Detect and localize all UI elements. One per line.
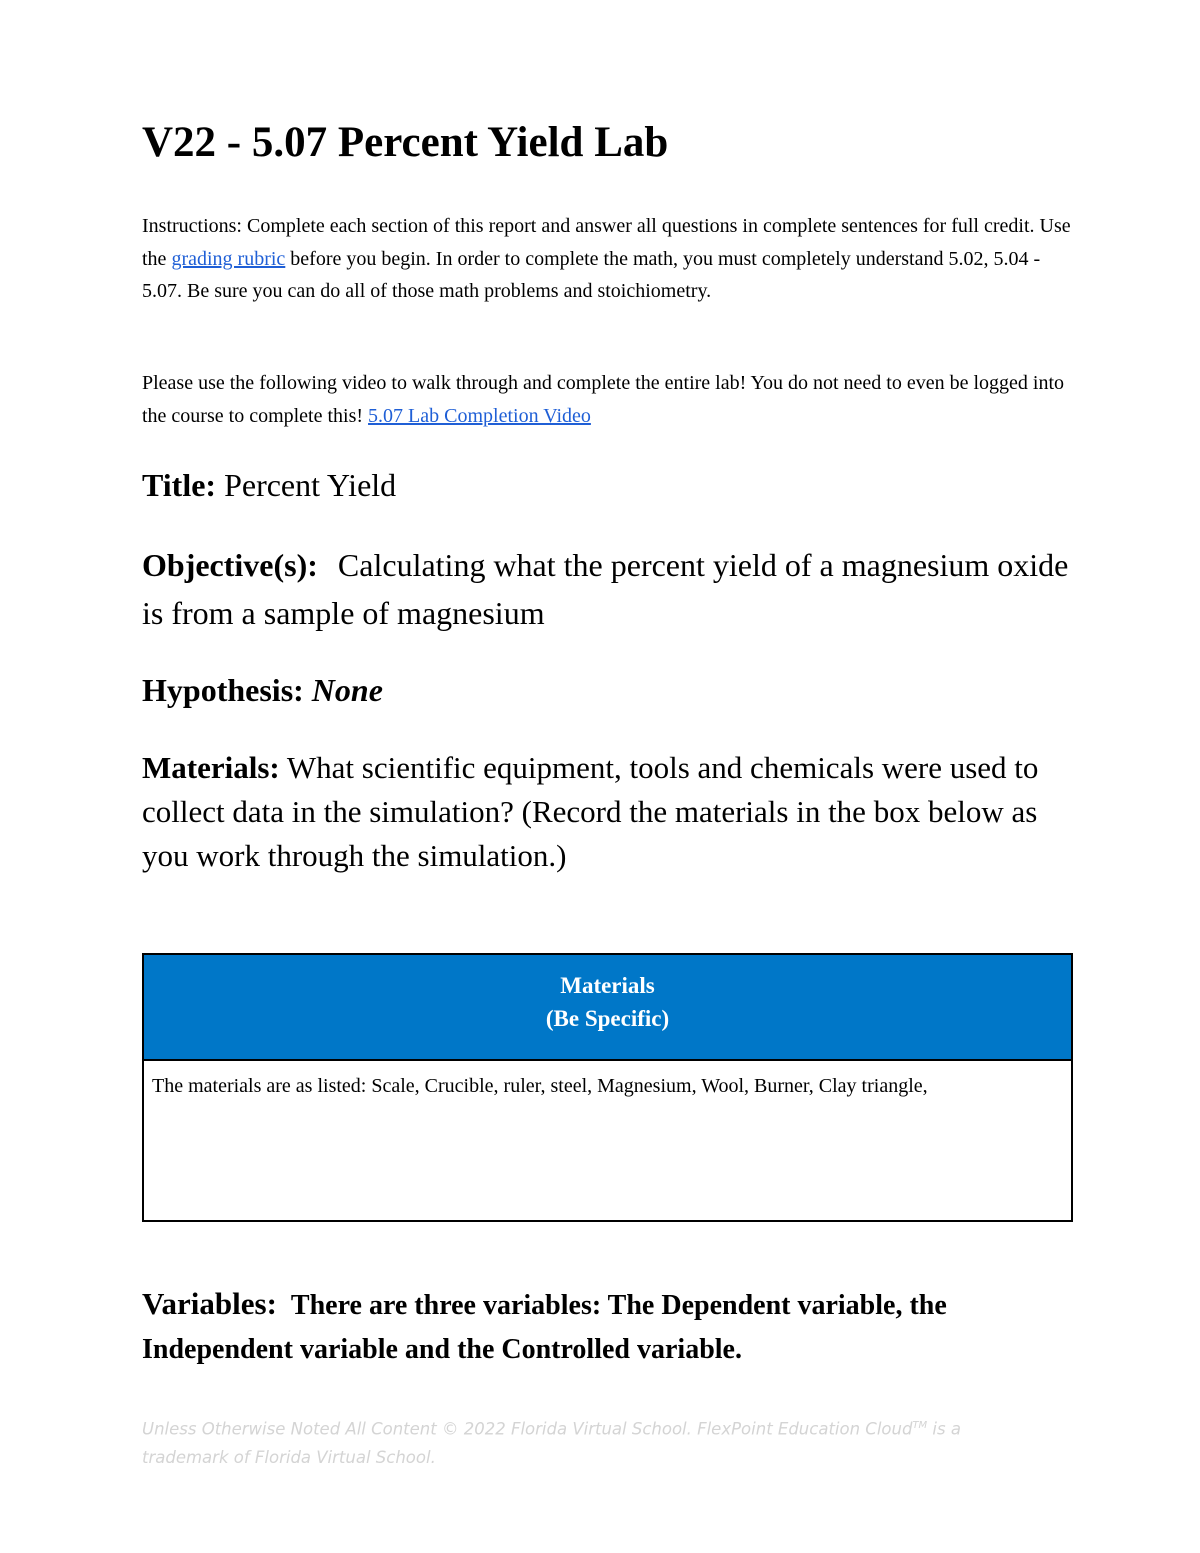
instructions-text-start: Instructions: Complete each section of this report and answer all questions in complete sentences for full credit. Use the bbox=[142, 215, 1071, 270]
video-text: Please use the following video to walk through and complete the entire lab! You do not need to even be logged into the course to complete this! bbox=[142, 372, 1065, 427]
page-title: V22 - 5.07 Percent Yield Lab bbox=[142, 119, 669, 166]
footer-text-end: is a trademark of Florida Virtual School. bbox=[142, 1419, 961, 1467]
instructions-paragraph bbox=[142, 210, 1072, 308]
variables-value: There are three variables: The Dependent variable, the Independent variable and the Controlled variable. bbox=[142, 1290, 947, 1365]
materials-table-content[interactable]: The materials are as listed: Scale, Crucible, ruler, steel, Magnesium, Wool, Burner, Clay triangle, bbox=[152, 1075, 928, 1097]
hypothesis-value: None bbox=[311, 672, 383, 708]
variables-label: Variables: bbox=[142, 1286, 277, 1321]
footer-text-start: Unless Otherwise Noted All Content © 2022 Florida Virtual School. FlexPoint Education Cloud bbox=[142, 1419, 913, 1439]
materials-description: What scientific equipment, tools and chemicals were used to collect data in the simulation? (Record the materials in the box below as you work through the simulation.) bbox=[142, 750, 1039, 873]
materials-label: Materials: bbox=[142, 750, 280, 785]
grading-rubric-link[interactable]: grading rubric bbox=[171, 247, 286, 270]
hypothesis-label: Hypothesis: bbox=[142, 672, 304, 708]
title-label: Title: bbox=[142, 467, 217, 503]
variables-section bbox=[142, 1282, 1087, 1372]
objective-value: Calculating what the percent yield of a magnesium oxide is from a sample of magnesium bbox=[142, 547, 1069, 631]
materials-table-header bbox=[144, 955, 1071, 1061]
lab-completion-video-link[interactable]: 5.07 Lab Completion Video bbox=[368, 404, 591, 427]
trademark-symbol: TM bbox=[912, 1420, 928, 1431]
copyright-footer bbox=[142, 1412, 1042, 1472]
instructions-text-end: before you begin. In order to complete the math, you must completely understand 5.02, 5.04 - 5.07. Be sure you can do all of those math problems and stoichiometry. bbox=[142, 247, 1041, 302]
hypothesis-section bbox=[142, 667, 1087, 713]
title-section bbox=[142, 462, 1087, 508]
materials-table-header-title: Materials bbox=[560, 973, 655, 998]
materials-table bbox=[142, 953, 1073, 1222]
title-value: Percent Yield bbox=[216, 467, 397, 503]
materials-table-header-subtitle: (Be Specific) bbox=[545, 1006, 670, 1031]
video-paragraph bbox=[142, 367, 1072, 432]
objective-section bbox=[142, 541, 1087, 637]
materials-section bbox=[142, 746, 1087, 878]
objective-label: Objective(s): bbox=[142, 547, 318, 583]
